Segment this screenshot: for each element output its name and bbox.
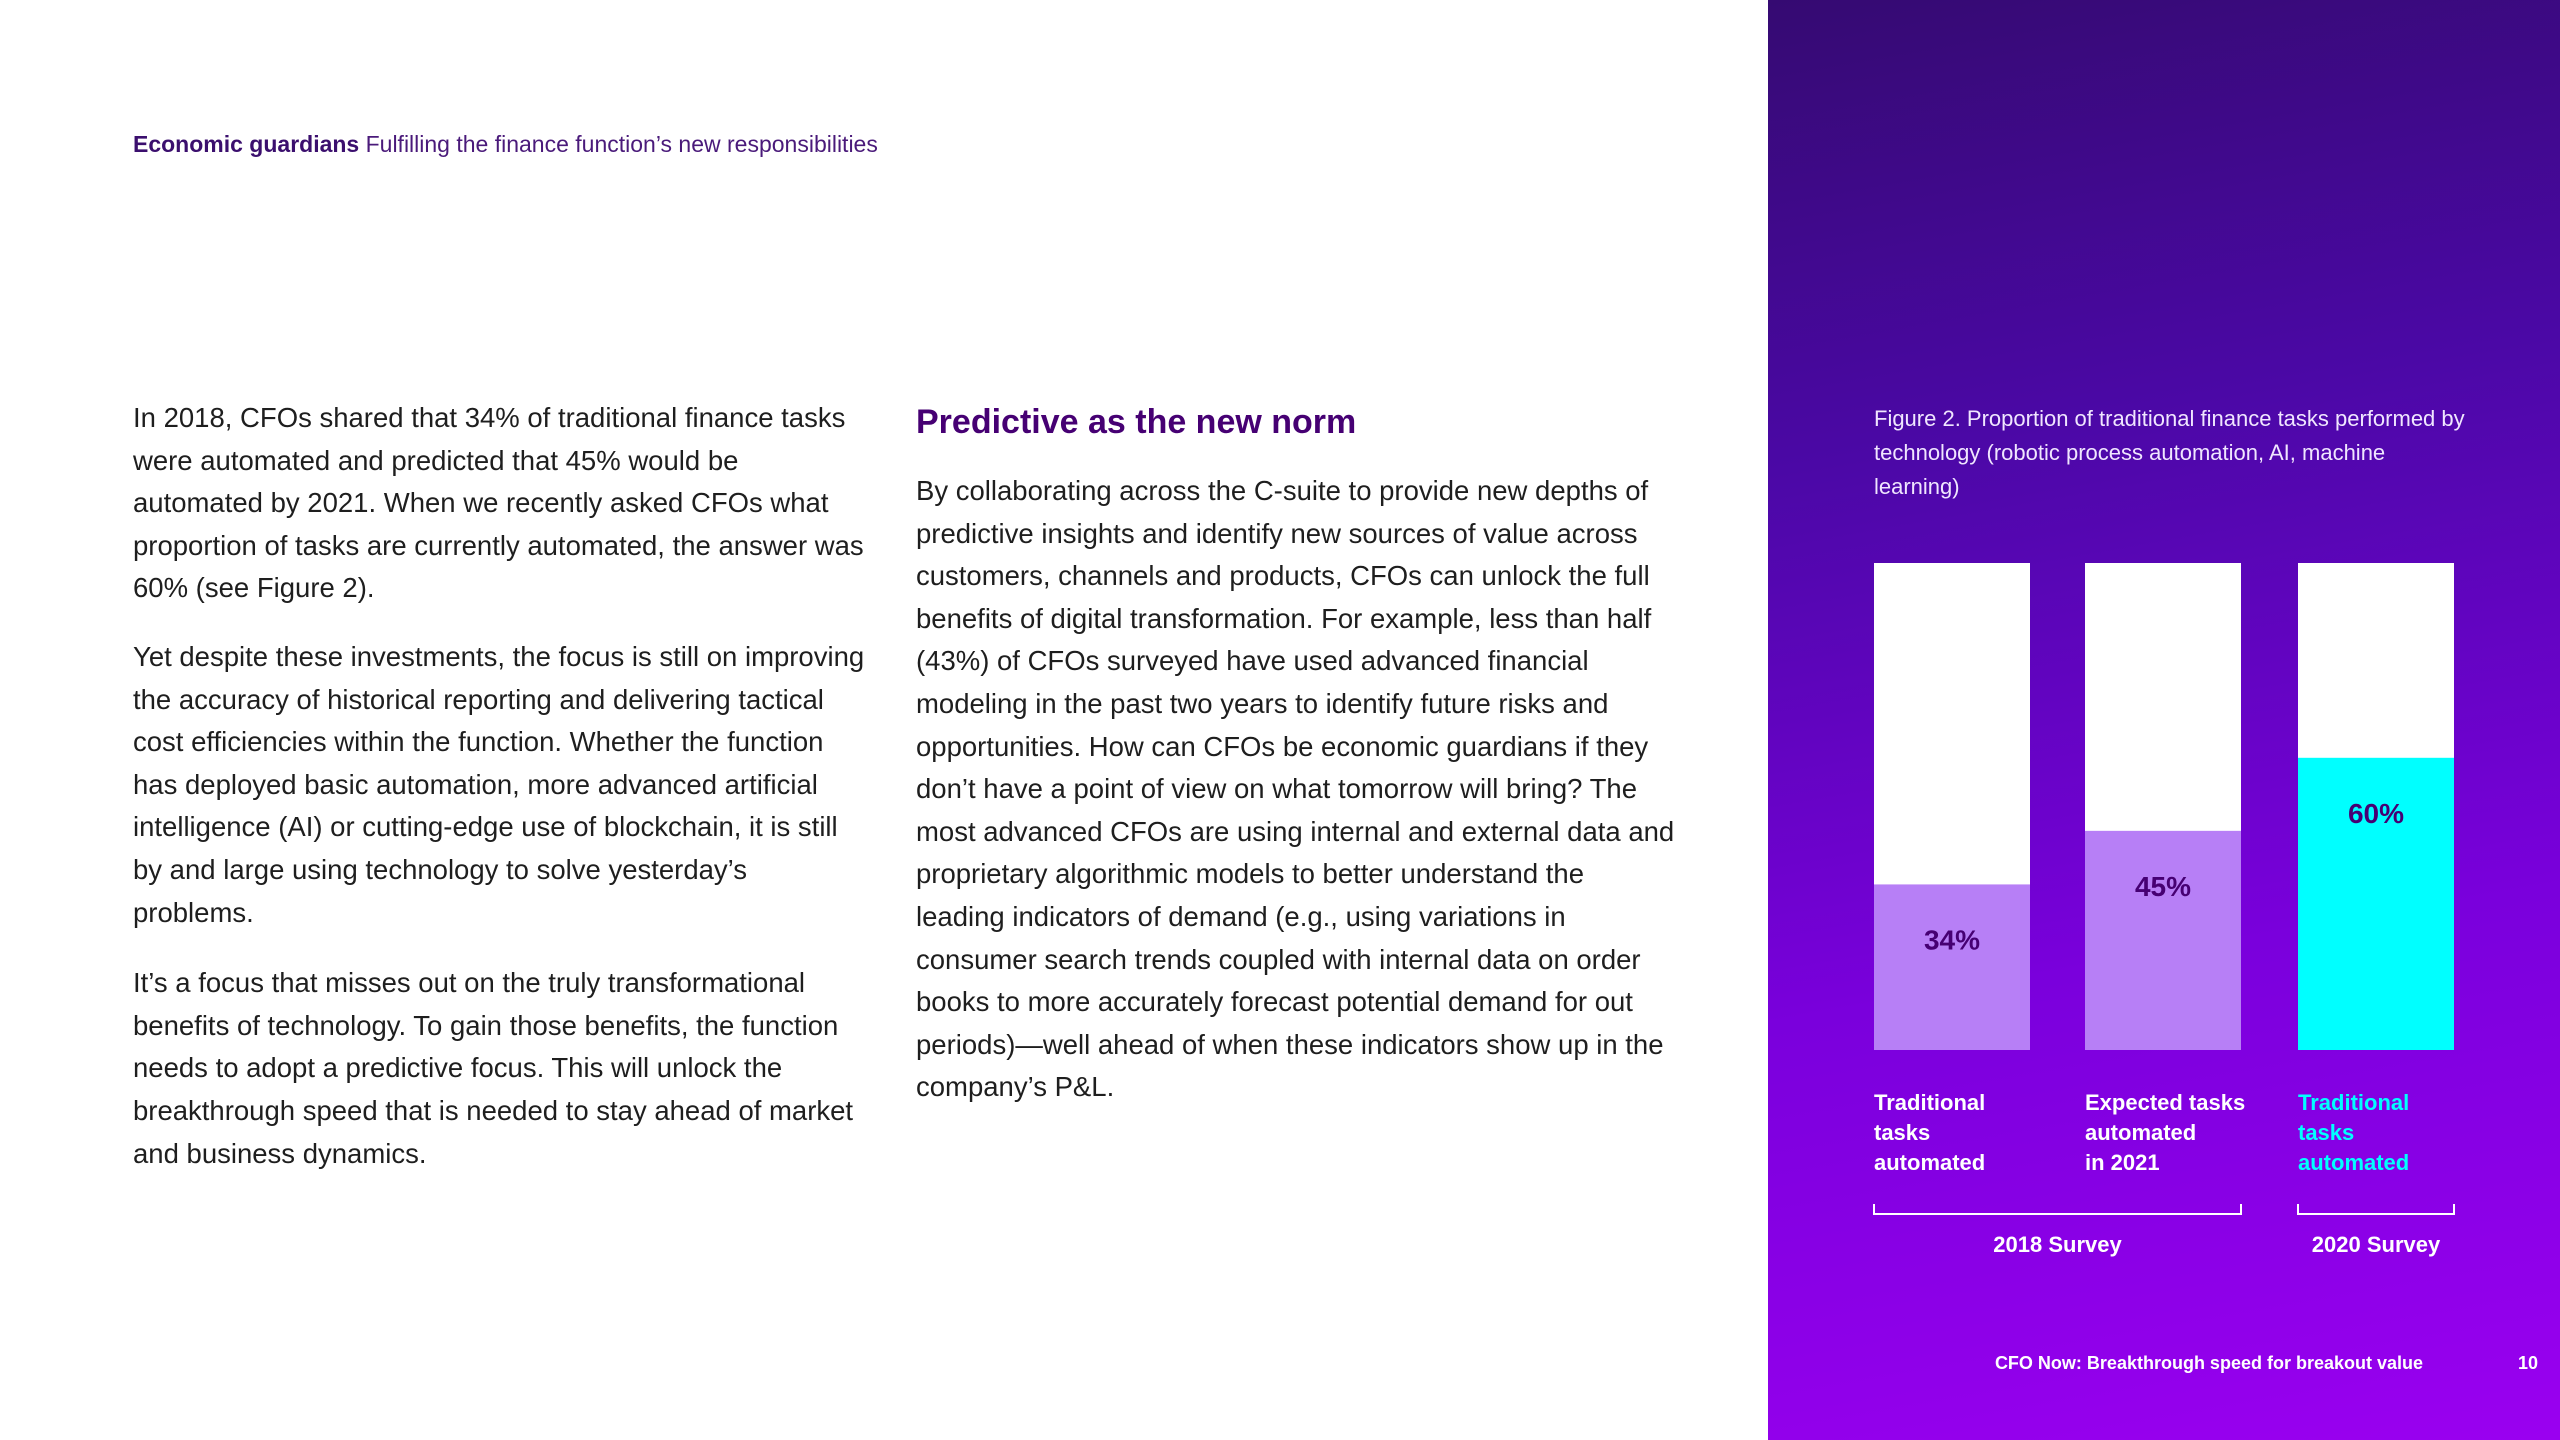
category-label: tasks <box>2298 1120 2355 1145</box>
category-label: Traditional <box>2298 1090 2410 1115</box>
right-text-column <box>916 400 1676 1109</box>
bar-chart <box>1768 0 2560 1440</box>
bar-value-label: 45% <box>2134 870 2192 902</box>
figure-caption: Figure 2. Proportion of traditional finance tasks performed by technology (robotic process automation, AI, machine learning) <box>1874 406 2465 499</box>
category-label: automated <box>2298 1150 2410 1175</box>
category-label: tasks <box>1874 1120 1931 1145</box>
footer-title: CFO Now: Breakthrough speed for breakout value <box>1994 1353 2423 1373</box>
bar-fill <box>2085 831 2241 1050</box>
page-number: 10 <box>2517 1353 2538 1373</box>
category-label: automated <box>2085 1120 2197 1145</box>
category-label: Traditional <box>1874 1090 1986 1115</box>
section-name: Economic guardians <box>133 131 360 157</box>
body-paragraph: It’s a focus that misses out on the truly transformational benefits of technology. To gain those benefits, the function needs to adopt a predictive focus. This will unlock the breakthrough speed that is needed to stay ahead of market and business dynamics. <box>133 967 854 1169</box>
category-label: Expected tasks <box>2085 1090 2246 1115</box>
category-label: automated <box>1874 1150 1986 1175</box>
figure-panel <box>1768 0 2560 1440</box>
bar-fill <box>1874 884 2030 1050</box>
body-paragraph: By collaborating across the C-suite to provide new depths of predictive insights and identify new sources of value across customers, channels and products, CFOs can unlock the full benefits of digital transformation. For example, less than half (43%) of CFOs surveyed have used advanced financial modeling in the past two years to identify future risks and opportunities. How can CFOs be economic guardians if they don’t have a point of view on what tomorrow will bring? The most advanced CFOs are using internal and external data and proprietary algorithmic models to better understand the leading indicators of demand (e.g., using variations in consumer search trends coupled with internal data on order books to more accurately forecast potential demand for out periods)—well ahead of when these indicators show up in the company’s P&L. <box>916 475 1675 1103</box>
group-bracket <box>2298 1204 2454 1214</box>
group-label: 2020 Survey <box>2311 1232 2441 1257</box>
group-label: 2018 Survey <box>1993 1232 2122 1257</box>
bar-value-label: 60% <box>2347 797 2405 829</box>
group-bracket <box>1874 1204 2241 1214</box>
body-paragraph: Yet despite these investments, the focus is still on improving the accuracy of historical reporting and delivering tactical cost efficiencies within the function. Whether the function has deployed basic automation, more advanced artificial intelligence (AI) or cutting-edge use of blockchain, it is still by and large using technology to solve yesterday’s problems. <box>133 640 865 928</box>
page-footer <box>1768 1353 2560 1377</box>
section-heading: Predictive as the new norm <box>916 403 1357 441</box>
body-paragraph: In 2018, CFOs shared that 34% of traditional finance tasks were automated and predicted that 45% would be automated by 2021. When we recently asked CFOs what proportion of tasks are currently automated, the answer was 60% (see Figure 2). <box>133 402 864 604</box>
section-subtitle: Fulfilling the finance function’s new responsibilities <box>365 131 878 157</box>
category-label: in 2021 <box>2085 1150 2160 1175</box>
left-text-column <box>133 397 873 1175</box>
bar-value-label: 34% <box>1923 924 1981 956</box>
running-header <box>133 131 878 158</box>
